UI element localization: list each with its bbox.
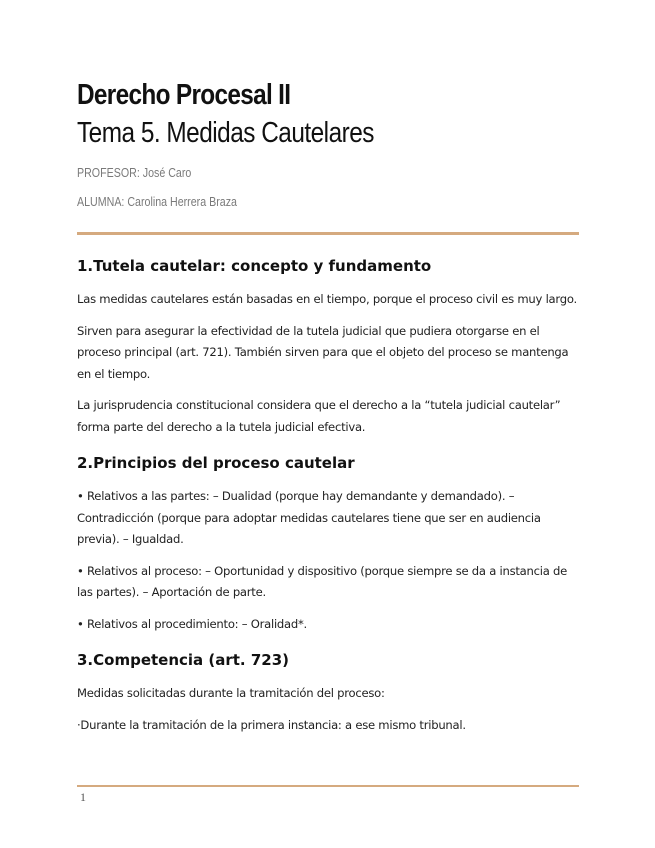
footer-divider (77, 785, 579, 787)
paragraph: Las medidas cautelares están basadas en el tiempo, porque el proceso civil es muy largo. (77, 292, 577, 306)
paragraph: Sirven para asegurar la efectividad de la tutela judicial que pudiera otorgarse en el proceso principal (art. 721). También sirven para que el objeto del proceso se mantenga en el tiempo. (77, 323, 569, 381)
section-heading-1: 1.Tutela cautelar: concepto y fundamento (77, 257, 432, 275)
section-heading-3: 3.Competencia (art. 723) (77, 651, 290, 669)
paragraph: ·Durante la tramitación de la primera instancia: a ese mismo tribunal. (77, 717, 466, 732)
document-body (77, 255, 579, 746)
paragraph: • Relativos al procedimiento: – Oralidad*. (77, 616, 307, 631)
paragraph: • Relativos al proceso: – Oportunidad y dispositivo (porque siempre se da a instancia de las partes). – Aportación de parte. (77, 563, 567, 599)
professor-line: PROFESOR: José Caro (77, 165, 192, 180)
paragraph: • Relativos a las partes: – Dualidad (porque hay demandante y demandado). –Contradicción (porque para adoptar medidas cautelares tiene que ser en audiencia previa). – Igualdad. (77, 489, 541, 546)
document-subtitle: Tema 5. Medidas Cautelares (77, 117, 374, 149)
document-title: Derecho Procesal II (77, 79, 291, 111)
paragraph: Medidas solicitadas durante la tramitación del proceso: (77, 686, 385, 700)
page-number: 1 (80, 790, 86, 804)
header-divider (77, 232, 579, 235)
paragraph: La jurisprudencia constitucional considera que el derecho a la “tutela judicial cautelar” forma parte del derecho a la tutela judicial efectiva. (77, 398, 561, 434)
student-line: ALUMNA: Carolina Herrera Braza (77, 194, 237, 209)
section-heading-2: 2.Principios del proceso cautelar (77, 454, 355, 472)
